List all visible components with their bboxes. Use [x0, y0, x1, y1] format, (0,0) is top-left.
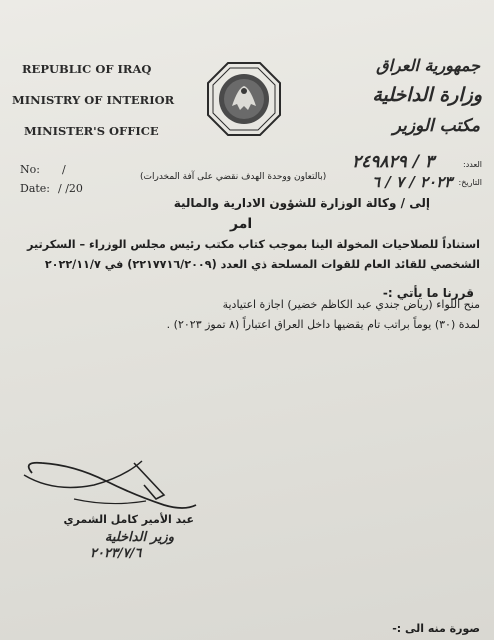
body-line-3: منح اللواء (رياض جندي عبد الكاظم خضير) اجازة اعتيادية: [222, 298, 480, 311]
ar-date-value: ٢٠٢٣ / ٧ / ٦: [372, 173, 453, 191]
no-value: /: [62, 163, 66, 176]
ar-date-label: التاريخ:: [458, 178, 482, 187]
date-value: / /20: [58, 182, 83, 195]
ar-number-value: ٣ / ٢٤٩٨٢٩: [352, 152, 434, 172]
copy-to: صورة منه الى :-: [392, 622, 480, 635]
body-line-4: لمدة (٣٠) يوماً براتب تام يقضيها داخل العراق اعتباراً (٨ تموز ٢٠٢٣) .: [166, 318, 480, 331]
ar-number-label: العدد:: [463, 160, 482, 169]
header-ministry-en: MINISTRY OF INTERIOR: [12, 93, 175, 107]
header-republic-ar: جمهورية العراق: [376, 56, 480, 75]
body-line-2: الشخصي للقائد العام للقوات المسلحة ذي العدد (٢٢١٧٧١٦/٢٠٠٩) في ٢٠٢٢/١١/٧: [44, 258, 480, 271]
header-office-en: MINISTER'S OFFICE: [24, 124, 159, 138]
addressee: إلى / وكالة الوزارة للشؤون الادارية والمالية: [173, 196, 430, 210]
order-title: امر: [230, 216, 253, 232]
body-decided: قررنا ما يأتي :-: [382, 286, 474, 300]
motto: (بالتعاون ووحدة الهدف نقضي على آفة المخدرات): [140, 172, 327, 182]
header-office-ar: مكتب الوزير: [392, 116, 480, 136]
date-label: Date:: [20, 182, 51, 195]
ministry-emblem-icon: [205, 60, 283, 138]
header-ministry-ar: وزارة الداخلية: [372, 84, 482, 106]
signature-date: ٢٠٢٣/٧/٦: [90, 546, 142, 561]
signatory-name: عبد الأمير كامل الشمري: [63, 513, 194, 526]
header-republic-en: REPUBLIC OF IRAQ: [22, 62, 152, 76]
no-label: No:: [20, 163, 40, 176]
body-line-1: استناداً للصلاحيات المخولة الينا بموجب كتاب مكتب رئيس مجلس الوزراء – السكرتير: [27, 238, 480, 251]
signatory-title: وزير الداخلية: [104, 530, 174, 545]
